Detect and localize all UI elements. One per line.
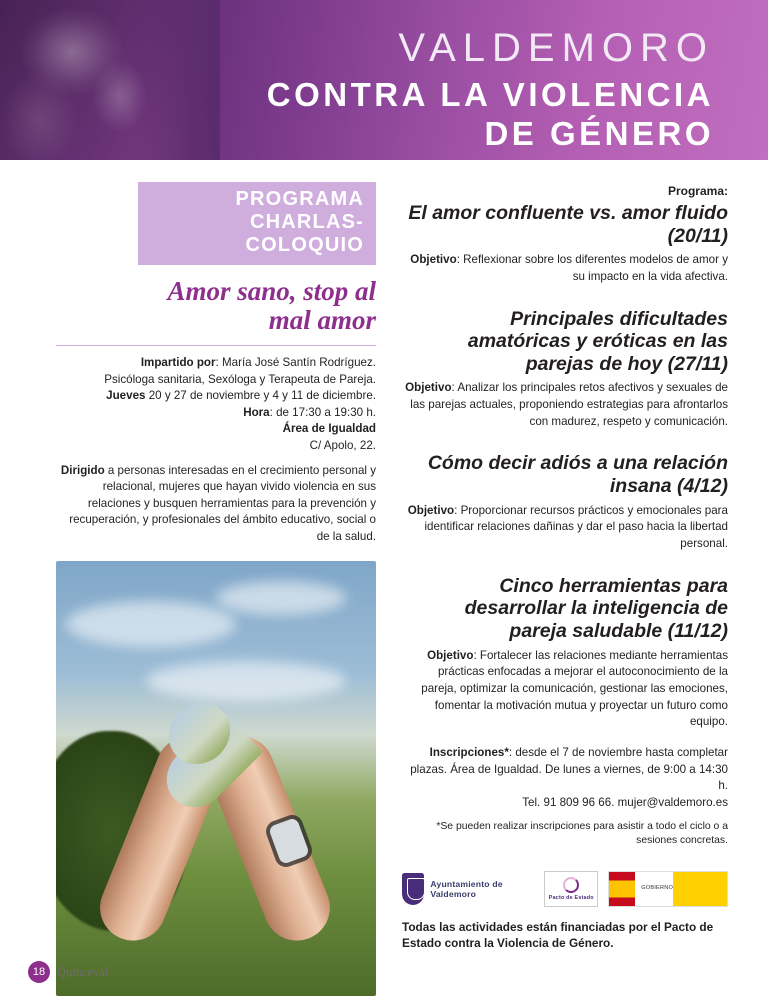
place-value: Área de Igualdad xyxy=(282,422,376,436)
publication-name: Quinceval xyxy=(57,964,109,979)
banner-title-contra-la-violencia: CONTRA LA VIOLENCIA xyxy=(266,76,714,113)
registration-info xyxy=(402,745,728,812)
time-line xyxy=(56,405,376,421)
given-by-role: Psicóloga sanitaria, Sexóloga y Terapeuta de Pareja. xyxy=(104,372,376,386)
shield-icon xyxy=(402,873,424,905)
cloud-shape xyxy=(146,661,346,701)
feature-photo xyxy=(56,561,376,996)
program-badge xyxy=(138,182,376,265)
cloud-shape xyxy=(216,581,346,615)
audience-label: Dirigido xyxy=(60,464,105,478)
talk-objective-2 xyxy=(402,380,728,430)
given-by-label: Impartido por xyxy=(140,356,216,370)
registration-text: : desde el 7 de noviembre hasta completar plazas. Área de Igualdad. De lunes a viernes, de 9:00 a 14:30 h. xyxy=(410,746,728,793)
banner-title-group xyxy=(267,28,714,150)
days-value: 20 y 27 de noviembre y 4 y 11 de diciembre. xyxy=(148,389,376,403)
left-column xyxy=(56,182,376,996)
objective-text-1: : Reflexionar sobre los diferentes modelos de amor y su impacto en la vida afectiva. xyxy=(456,253,728,283)
talk-title-4: Cinco herramientas para desarrollar la inteligencia de pareja saludable (11/12) xyxy=(464,574,728,642)
talk-objective-4 xyxy=(402,648,728,731)
program-label: Programa: xyxy=(667,184,728,198)
pacto-de-estado-logo xyxy=(544,871,598,907)
program-badge-line2: CHARLAS-COLOQUIO xyxy=(245,211,364,256)
talk-title-3: Cómo decir adiós a una relación insana (4/12) xyxy=(427,452,728,498)
ministerio-bar xyxy=(673,872,727,906)
objective-text-4: : Fortalecer las relaciones mediante herramientas prácticas enfocadas a mejorar el autoconocimiento de la pareja, optimizar la comunicación, gestionar las emociones, fomentar la motivación mutua y proyectar un futuro como equipo. xyxy=(421,648,728,729)
talk-objective-3 xyxy=(402,503,728,553)
program-details xyxy=(56,355,376,545)
gobierno-logo-label xyxy=(635,872,673,906)
banner-photo xyxy=(0,0,210,160)
talk-title-2: Principales dificultades amatóricas y eróticas en las parejas de hoy (27/11) xyxy=(467,307,728,375)
objective-text-2: : Analizar los principales retos afectivos y sexuales de las parejas actuales, proponiendo estrategias para afrontarlos con madurez, respeto y comunicación. xyxy=(410,381,728,428)
banner-title-de-genero: DE GÉNERO xyxy=(484,115,714,152)
page-header-banner xyxy=(0,0,768,160)
logo-strip xyxy=(402,871,728,907)
registration-label: Inscripciones* xyxy=(429,746,509,760)
funding-note: Todas las actividades están financiadas por el Pacto de Estado contra la Violencia de Género. xyxy=(402,919,714,951)
content-columns xyxy=(0,160,768,996)
contact-line[interactable]: Tel. 91 809 96 66. mujer@valdemoro.es xyxy=(522,796,728,810)
objective-text-3: : Proporcionar recursos prácticos y emocionales para identificar relaciones dañinas y dar el paso hacia la libertad personal. xyxy=(424,503,728,551)
page-body xyxy=(0,160,768,996)
hands-heart-graphic xyxy=(116,701,326,931)
page-number-badge: 18 xyxy=(28,961,50,983)
banner-title-valdemoro: VALDEMORO xyxy=(398,26,714,70)
right-column xyxy=(402,182,728,996)
given-by-line xyxy=(56,355,376,371)
given-by-value: : María José Santín Rodríguez. xyxy=(215,356,376,370)
talk-title-1: El amor confluente vs. amor fluido (20/11) xyxy=(408,202,728,247)
audience-value: a personas interesadas en el crecimiento personal y relacional, mujeres que hayan vivido violencia en sus relaciones y busquen herramientas para la prevención y recuperación, y profesionales del ámbito educativo, social o de la salud. xyxy=(69,464,376,543)
program-title xyxy=(56,277,376,346)
program-title-line1: Amor sano, stop al xyxy=(167,276,376,306)
time-label: Hora xyxy=(243,405,270,419)
pacto-logo-label: Pacto de Estado xyxy=(548,894,594,901)
spain-flag-icon xyxy=(609,872,635,906)
objective-label-3: Objetivo xyxy=(407,503,455,517)
audience-line xyxy=(56,463,376,545)
talk-objective-1 xyxy=(402,252,728,285)
gobierno-de-espana-logo xyxy=(608,871,728,907)
page-footer xyxy=(0,951,768,993)
registration-footnote: *Se pueden realizar inscripciones para asistir a todo el ciclo o a sesiones concretas. xyxy=(436,820,728,847)
ayuntamiento-logo-label: Ayuntamiento de Valdemoro xyxy=(430,878,503,899)
program-badge-line1: PROGRAMA xyxy=(235,188,364,210)
program-title-line2: mal amor xyxy=(268,305,376,336)
ring-icon xyxy=(563,877,579,893)
days-label: Jueves xyxy=(106,389,146,403)
time-value: : de 17:30 a 19:30 h. xyxy=(269,405,376,419)
objective-label-4: Objetivo xyxy=(427,648,474,662)
objective-label-1: Objetivo xyxy=(410,253,457,267)
ayuntamiento-logo xyxy=(402,873,534,905)
address-line: C/ Apolo, 22. xyxy=(309,438,376,452)
objective-label-2: Objetivo xyxy=(405,381,452,395)
days-line xyxy=(56,388,376,404)
cloud-shape xyxy=(66,601,236,647)
gobierno-line1: GOBIERNO xyxy=(641,885,673,892)
place-line xyxy=(56,421,376,437)
